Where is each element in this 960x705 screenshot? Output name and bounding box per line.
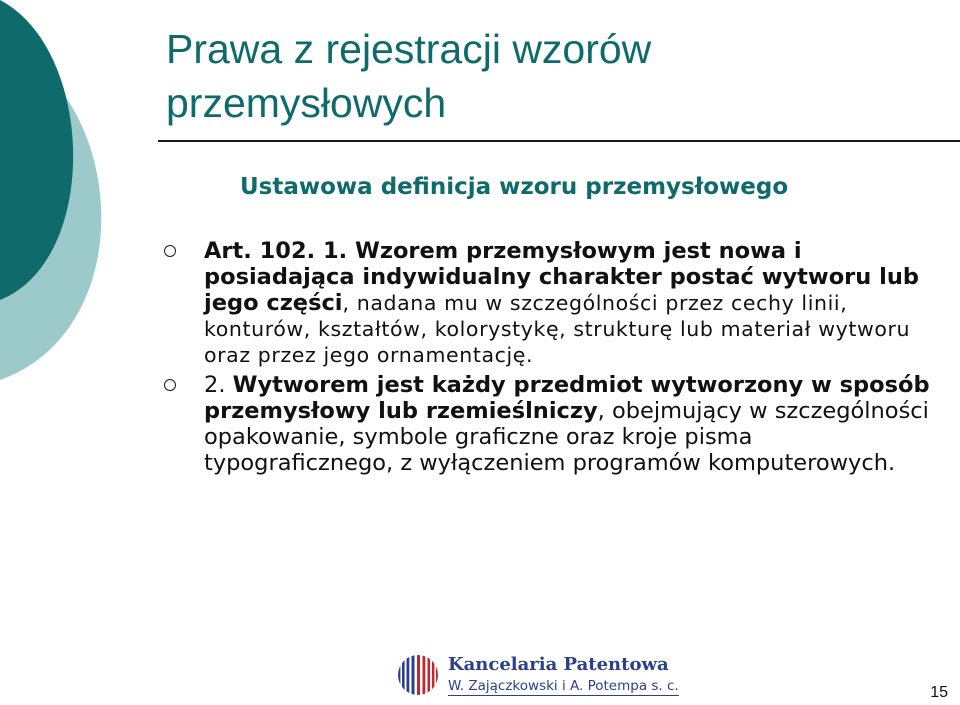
bullet-text: , nadana mu w szczególności przez cechy linii, konturów, kształtów, kolorystykę, strukturę lub materiał wytworu oraz przez jego ornamentację.: [204, 291, 911, 367]
bullet-prefix: 2.: [204, 372, 233, 398]
bullet-bold-text: Wytworem jest każdy przedmiot wytworzony w sposób przemysłowy lub rzemieślniczy: [204, 372, 930, 424]
bullet-bold-text: Art. 102. 1. Wzorem przemysłowym jest nowa i posiadająca indywidualny charakter postać wytworu lub jego części: [204, 238, 919, 316]
page-number: 15: [930, 684, 948, 701]
logo-name: Kancelaria Patentowa: [448, 654, 669, 675]
logo-subtitle: W. Zajączkowski i A. Potempa s. c.: [448, 678, 679, 694]
page-title: Prawa z rejestracji wzorów przemysłowych: [166, 26, 652, 126]
bullet-text: , obejmujący w szczególności opakowanie, symbole graficzne oraz kroje pisma typograficznego, z wyłączeniem programów komputerowych.: [204, 398, 929, 476]
decorative-shapes: [0, 0, 130, 420]
globe-logo-icon: [396, 654, 440, 696]
bullet-circle-icon: [164, 379, 176, 391]
title-divider: [158, 140, 960, 142]
section-subtitle: Ustawowa definicja wzoru przemysłowego: [240, 174, 789, 200]
list-item: [160, 372, 940, 476]
list-item: [160, 238, 940, 368]
company-logo: [396, 652, 679, 698]
definition-list: [160, 238, 940, 476]
bullet-circle-icon: [164, 245, 176, 257]
